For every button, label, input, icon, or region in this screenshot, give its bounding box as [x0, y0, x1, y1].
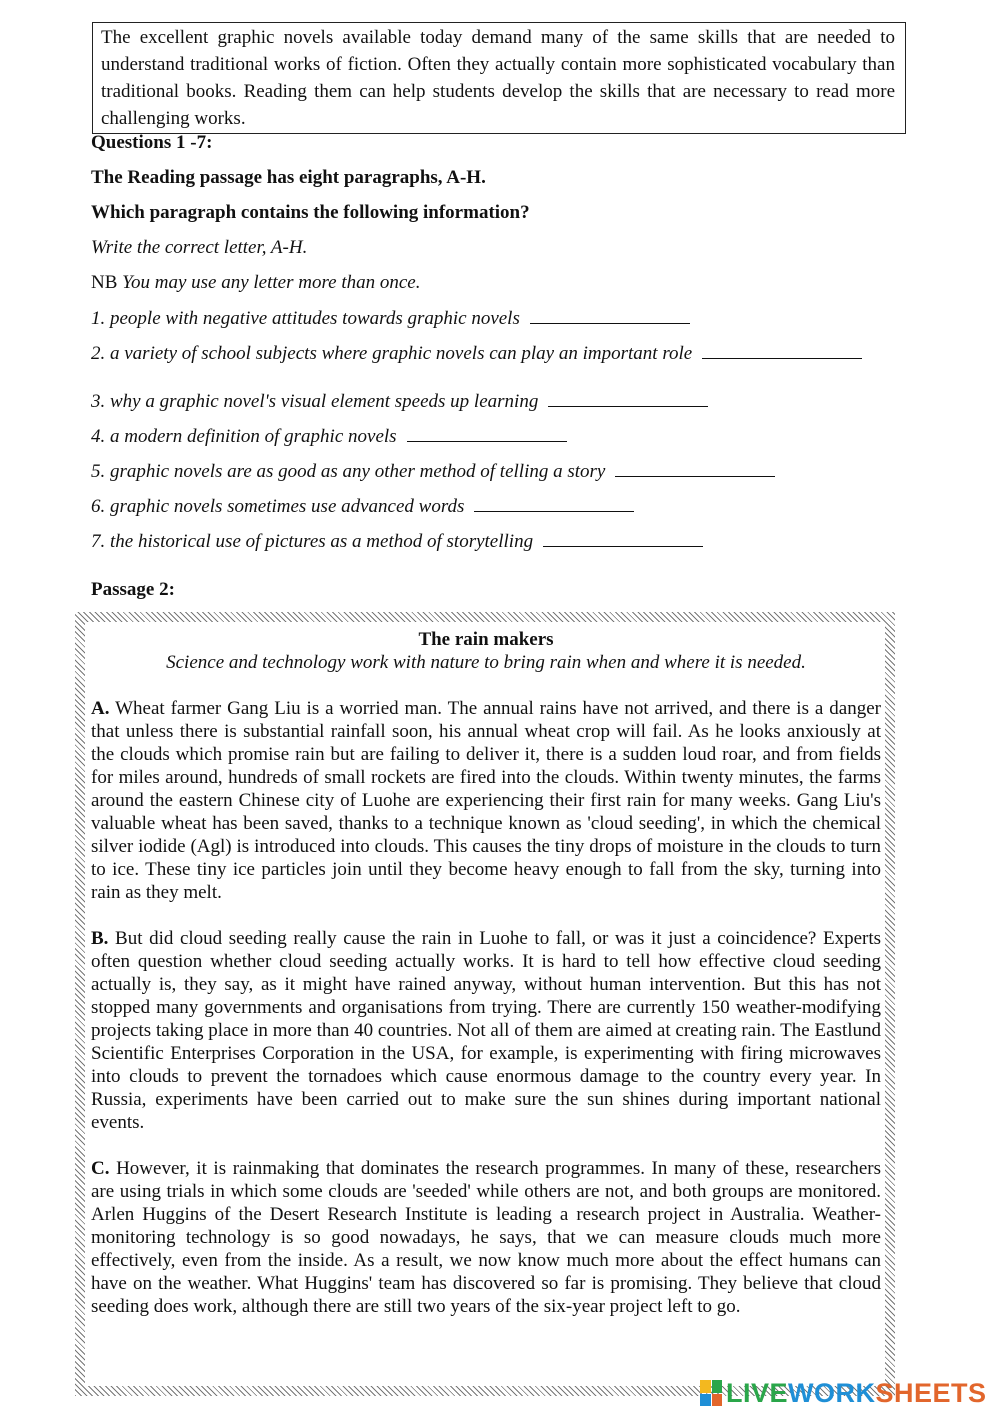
paragraph-text: However, it is rainmaking that dominates the research programmes. In many of these, researchers are using trials in which some clouds are 'seeded' while others are not, and both groups are monitored. Arlen Huggins of the Desert Research Institute is leading a research project in Australia. Weather-monitoring technology is so good nowadays, he says, that we can measure clouds much more effectively, even from the inside. As a result, we now know much more about the effect humans can have on the weather. What Huggins' team has discovered so far is promising. They believe that cloud seeding does work, although there are still two years of the six-year project left to go.	[91, 1158, 882, 1317]
paragraph-b	[91, 927, 881, 1134]
paragraph-letter: A.	[91, 698, 110, 719]
answer-blank[interactable]	[407, 423, 567, 442]
question-7	[91, 528, 951, 563]
passage-subtitle: Science and technology work with nature to bring rain when and where it is needed.	[166, 652, 806, 673]
nb-note	[91, 270, 951, 305]
question-5	[91, 458, 951, 493]
answer-blank[interactable]	[702, 340, 862, 359]
paragraph-letter: C.	[91, 1158, 110, 1179]
watermark-work: WORK	[788, 1377, 876, 1408]
question-text: 1. people with negative attitudes towards graphic novels	[91, 308, 520, 329]
intro-text-box	[92, 22, 906, 134]
paragraph-text: Wheat farmer Gang Liu is a worried man. The annual rains have not arrived, and there is a danger that unless there is substantial rainfall soon, his annual wheat crop will fail. As he looks anxiously at the clouds which promise rain but are failing to deliver it, there is a sudden loud roar, and from fields for miles around, hundreds of small rockets are fired into the clouds. Within twenty minutes, the farms around the eastern Chinese city of Luohe are experiencing their first rain for many weeks. Gang Liu's valuable wheat has been saved, thanks to a technique known as 'cloud seeding', in which the chemical silver iodide (Agl) is introduced into clouds. This causes the tiny drops of moisture in the clouds to turn to ice. These tiny ice particles join until they become heavy enough to fall from the sky, turning into rain as they melt.	[91, 698, 881, 903]
paragraph-c	[91, 1157, 881, 1318]
question-text: 7. the historical use of pictures as a method of storytelling	[91, 531, 534, 552]
question-1	[91, 305, 951, 340]
intro-text: The excellent graphic novels available today demand many of the same skills that are needed to understand traditional works of fiction. Often they actually contain more sophisticated vocabulary than traditional books. Reading them can help students develop the skills that are necessary to read more challenging works.	[101, 27, 895, 129]
liveworksheets-watermark	[700, 1378, 987, 1408]
question-text: 3. why a graphic novel's visual element speeds up learning	[91, 391, 539, 412]
question-2	[91, 340, 951, 388]
answer-blank[interactable]	[548, 388, 708, 407]
nb-text: You may use any letter more than once.	[122, 272, 421, 293]
passage-title: The rain makers	[418, 629, 554, 650]
instruction-which-paragraph: Which paragraph contains the following information?	[91, 202, 530, 223]
question-text: 6. graphic novels sometimes use advanced words	[91, 496, 465, 517]
passage-body	[91, 628, 881, 1341]
nb-label: NB	[91, 272, 118, 293]
question-4	[91, 423, 951, 458]
questions-section	[91, 130, 951, 563]
watermark-live: LIVE	[726, 1377, 789, 1408]
answer-blank[interactable]	[530, 305, 690, 324]
watermark-sheets: SHEETS	[875, 1377, 987, 1408]
paragraph-letter: B.	[91, 928, 109, 949]
answer-blank[interactable]	[615, 458, 775, 477]
answer-blank[interactable]	[474, 493, 634, 512]
passage-label: Passage 2:	[91, 579, 175, 600]
answer-blank[interactable]	[543, 528, 703, 547]
paragraph-a	[91, 697, 881, 904]
paragraph-text: But did cloud seeding really cause the rain in Luohe to fall, or was it just a coincidence? Experts often question whether cloud seeding actually works. It is hard to tell how effective cloud seeding actually is, they say, as it might have rained anyway, without human intervention. But this has not stopped many governments and organisations from trying. There are currently 150 weather-modifying projects taking place in more than 40 countries. Not all of them are aimed at creating rain. The Eastlund Scientific Enterprises Corporation in the USA, for example, is experimenting with firing microwaves into clouds to prevent the tornadoes which cause enormous damage to the country every year. In Russia, experiments have been carried out to make sure the sun shines during important national events.	[91, 928, 881, 1133]
question-text: 5. graphic novels are as good as any other method of telling a story	[91, 461, 606, 482]
question-3	[91, 388, 951, 423]
question-text: 2. a variety of school subjects where graphic novels can play an important role	[91, 343, 693, 364]
liveworksheets-logo-icon	[700, 1380, 722, 1406]
question-6	[91, 493, 951, 528]
instruction-paragraphs: The Reading passage has eight paragraphs, A-H.	[91, 167, 486, 188]
instruction-write-letter: Write the correct letter, A-H.	[91, 237, 308, 258]
question-text: 4. a modern definition of graphic novels	[91, 426, 397, 447]
questions-heading: Questions 1 -7:	[91, 132, 213, 153]
